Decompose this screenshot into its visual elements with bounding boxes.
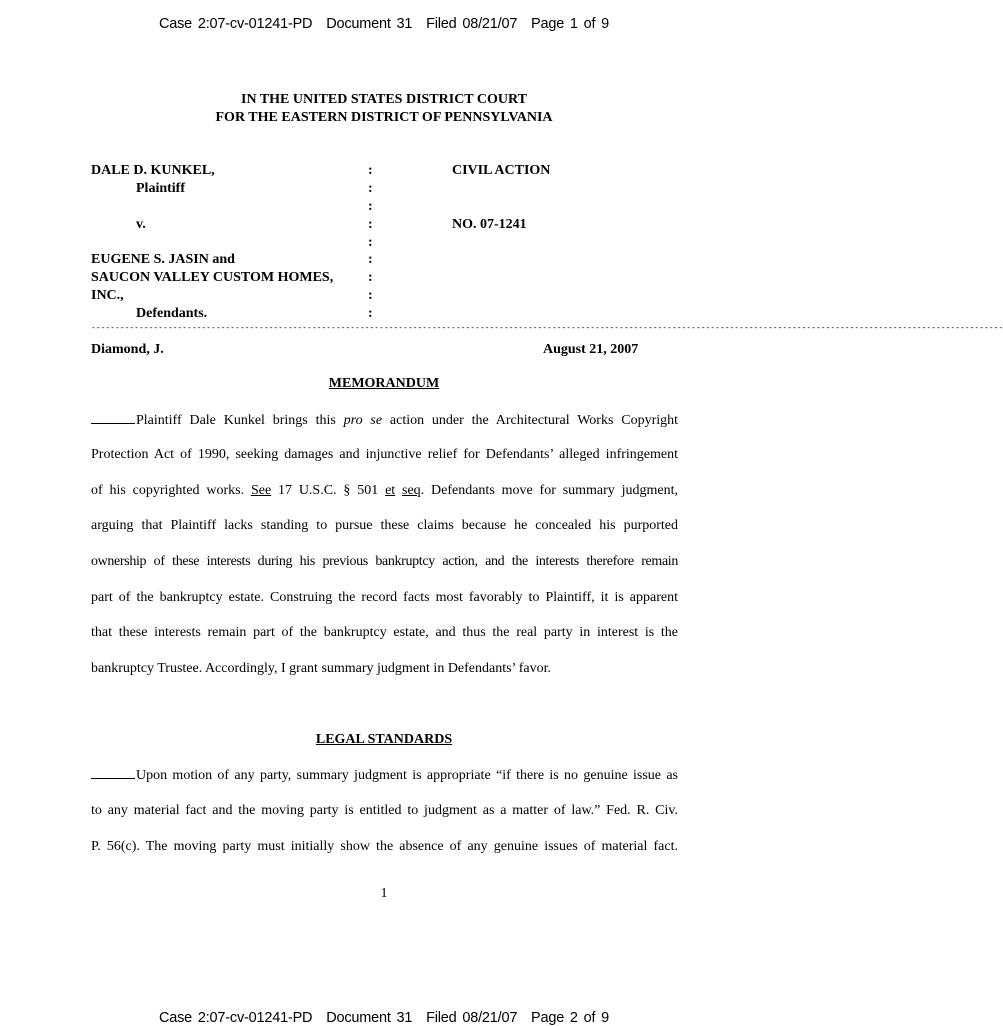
legal-standards-line: to any material fact and the moving party is entitled to judgment as a matter of law.” Fed. R. Civ. bbox=[91, 803, 678, 818]
paragraph-indent-rule bbox=[91, 411, 135, 424]
caption-colon: : bbox=[368, 181, 373, 196]
legal-standards-title: LEGAL STANDARDS bbox=[315, 732, 453, 747]
caption-colon: : bbox=[368, 270, 373, 285]
defendant-line2: SAUCON VALLEY CUSTOM HOMES, bbox=[91, 270, 334, 285]
filed-date-header: Filed 08/21/07 bbox=[426, 1010, 518, 1026]
legal-standards-line: P. 56(c). The moving party must initially show the absence of any genuine issues of material fact. bbox=[91, 839, 678, 854]
filed-date-header: Filed 08/21/07 bbox=[426, 16, 518, 32]
case-number-header: Case 2:07-cv-01241-PD bbox=[158, 16, 313, 32]
memorandum-line: Plaintiff Dale Kunkel brings this pro se action under the Architectural Works Copyright bbox=[91, 411, 678, 430]
court-title-line2: FOR THE EASTERN DISTRICT OF PENNSYLVANIA bbox=[215, 110, 553, 125]
caption-colon: : bbox=[368, 288, 373, 303]
document-number-header: Document 31 bbox=[326, 16, 413, 32]
next-page-header bbox=[0, 1010, 768, 1026]
caption-colon: : bbox=[368, 235, 373, 250]
caption-colon: : bbox=[368, 199, 373, 214]
defendant-line3: INC., bbox=[91, 288, 124, 303]
memorandum-title: MEMORANDUM bbox=[328, 376, 440, 391]
page-indicator-header: Page 1 of 9 bbox=[531, 16, 610, 32]
memorandum-line: arguing that Plaintiff lacks standing to pursue these claims because he concealed his purported bbox=[91, 518, 678, 533]
legal-standards-line: Upon motion of any party, summary judgment is appropriate “if there is no genuine issue as bbox=[91, 766, 678, 785]
defendant-line1: EUGENE S. JASIN and bbox=[91, 252, 235, 267]
caption-colon: : bbox=[368, 217, 373, 232]
case-number: NO. 07-1241 bbox=[452, 217, 527, 232]
caption-colon: : bbox=[368, 252, 373, 267]
memorandum-line: of his copyrighted works. See 17 U.S.C. § 501 et seq. Defendants move for summary judgment, bbox=[91, 483, 679, 498]
defendant-role: Defendants. bbox=[136, 306, 208, 321]
document-number-header: Document 31 bbox=[326, 1010, 413, 1026]
case-number-header: Case 2:07-cv-01241-PD bbox=[158, 1010, 313, 1026]
court-title-line1: IN THE UNITED STATES DISTRICT COURT bbox=[241, 92, 527, 107]
memorandum-line: part of the bankruptcy estate. Construing the record facts most favorably to Plaintiff, it is apparent bbox=[91, 590, 678, 605]
versus-label: v. bbox=[136, 217, 146, 232]
memorandum-line: ownership of these interests during his previous bankruptcy action, and the interests therefore remain bbox=[91, 554, 678, 569]
page-header bbox=[0, 16, 768, 32]
decision-date: August 21, 2007 bbox=[543, 342, 639, 357]
page-number: 1 bbox=[380, 886, 388, 901]
caption-divider: ---------------------------------------------------------------------------------------------------------------------------------------------------------------------------------------------- bbox=[91, 324, 1003, 333]
page-indicator-header: Page 2 of 9 bbox=[531, 1010, 610, 1026]
paragraph-indent-rule bbox=[91, 766, 135, 779]
plaintiff-name: DALE D. KUNKEL, bbox=[91, 163, 215, 178]
memorandum-line: Protection Act of 1990, seeking damages and injunctive relief for Defendants’ alleged infringement bbox=[91, 447, 678, 462]
action-type: CIVIL ACTION bbox=[452, 163, 551, 178]
caption-colon: : bbox=[368, 163, 373, 178]
caption-colon: : bbox=[368, 306, 373, 321]
judge-name: Diamond, J. bbox=[91, 342, 164, 357]
memorandum-line: that these interests remain part of the bankruptcy estate, and thus the real party in interest is the bbox=[91, 625, 678, 640]
memorandum-line: bankruptcy Trustee. Accordingly, I grant summary judgment in Defendants’ favor. bbox=[91, 661, 551, 676]
plaintiff-role: Plaintiff bbox=[136, 181, 185, 196]
